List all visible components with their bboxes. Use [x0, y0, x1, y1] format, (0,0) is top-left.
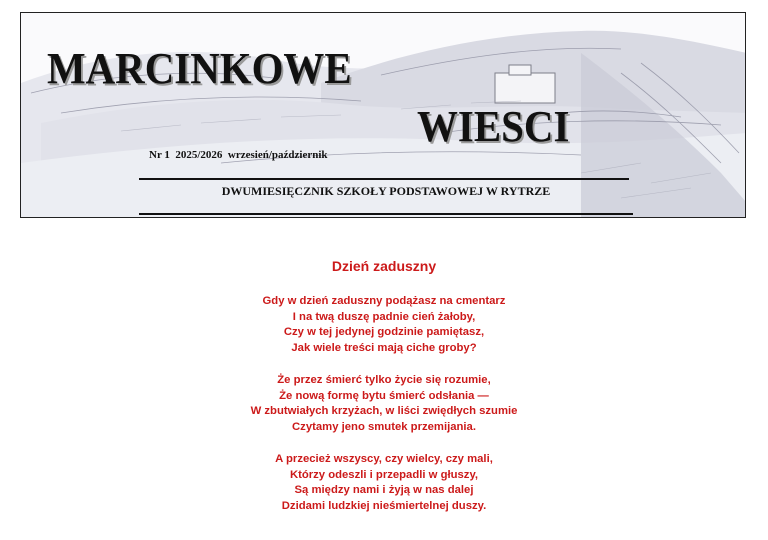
- poem-verse: I na twą duszę padnie cień żałoby,: [292, 310, 476, 323]
- poem: [0, 258, 768, 531]
- poem-title: Dzień zaduszny: [331, 258, 437, 274]
- poem-verse: A przecież wszyscy, czy wielcy, czy mali,: [275, 453, 493, 465]
- poem-verse: Dzidami ludzkiej nieśmiertelnej duszy.: [281, 499, 487, 512]
- poem-verse: Jak wiele treści mają ciche groby?: [291, 341, 477, 354]
- newspaper-title-line1: MARCINKOWE: [47, 44, 352, 93]
- header-divider-bottom: [139, 213, 633, 215]
- poem-verse: Czy w tej jedynej godzinie pamiętasz,: [283, 326, 485, 338]
- poem-stanza-2: [0, 373, 768, 435]
- issue-info: Nr 1 2025/2026 wrzesień/październik: [149, 149, 328, 161]
- poem-verse: Gdy w dzień zaduszny podążasz na cmentarz: [262, 295, 506, 307]
- poem-verse: Są między nami i żyją w nas dalej: [294, 484, 474, 496]
- poem-stanza-3: [0, 452, 768, 514]
- poem-verse: Którzy odeszli i przepadli w głuszy,: [289, 468, 479, 481]
- poem-verse: W zbutwiałych krzyżach, w liści zwiędłych szumie: [250, 405, 518, 417]
- header-divider-top: [139, 178, 629, 180]
- poem-verse: Że nową formę bytu śmierć odsłania —: [279, 389, 489, 402]
- poem-verse: Czytamy jeno smutek przemijania.: [292, 420, 476, 433]
- newspaper-subtitle: DWUMIESIĘCZNIK SZKOŁY PODSTAWOWEJ W RYTRZE: [221, 184, 551, 198]
- poem-verse: Że przez śmierć tylko życie się rozumie,: [277, 374, 491, 386]
- masthead: [20, 12, 746, 218]
- poem-stanza-1: [0, 294, 768, 356]
- newspaper-title-line2: WIESCI: [417, 102, 570, 151]
